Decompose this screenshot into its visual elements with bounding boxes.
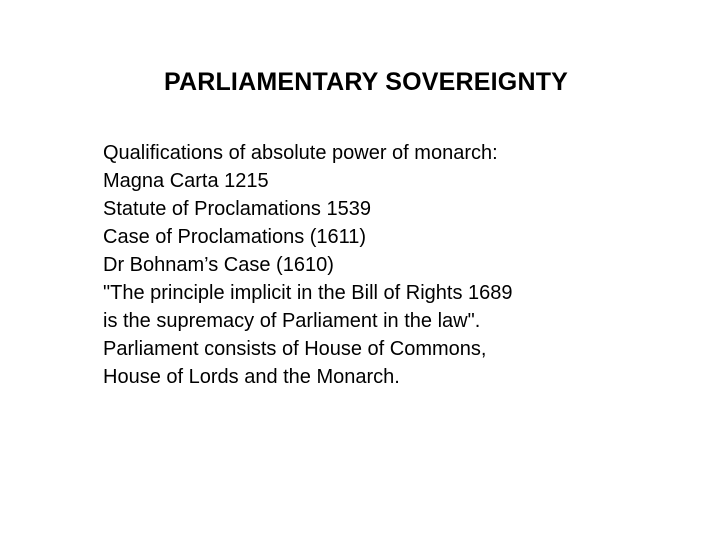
list-item [103,335,703,391]
list-item-text: Magna Carta 1215 [103,170,269,192]
list-item [103,223,703,251]
list-item [103,251,703,279]
list-item [103,279,703,335]
list-item-text: Statute of Proclamations 1539 [103,198,371,220]
list-item-text-line: is the supremacy of Parliament in the law". [103,310,481,332]
list-item [103,139,703,167]
list-item-text: Qualifications of absolute power of monarch: [103,142,498,164]
body-text-list [103,139,703,391]
list-item-text: Dr Bohnam’s Case (1610) [103,254,334,276]
slide-title: PARLIAMENTARY SOVEREIGNTY [163,68,569,96]
list-item-text: Case of Proclamations (1611) [103,226,367,248]
list-item [103,195,703,223]
list-item-text-line: House of Lords and the Monarch. [103,366,400,388]
list-item-text-line: "The principle implicit in the Bill of Rights 1689 [103,282,513,304]
list-item-text-line: Parliament consists of House of Commons, [103,338,487,360]
list-item [103,167,703,195]
